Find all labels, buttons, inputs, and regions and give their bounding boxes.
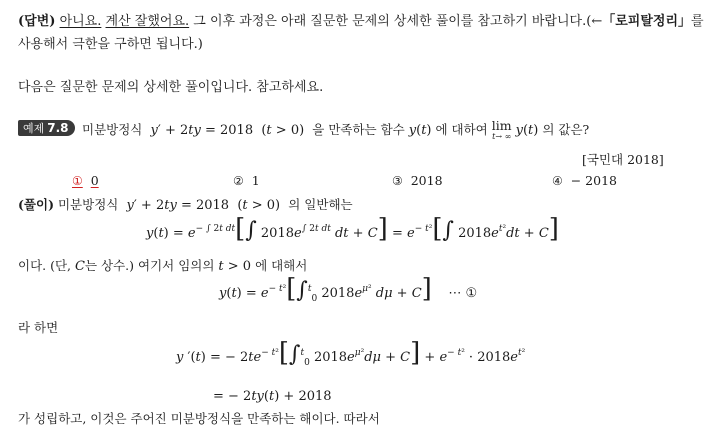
solution-ode: y′ + 2ty = 2018 (t > 0) [126, 198, 285, 213]
condition-t: t > 0 [218, 259, 252, 274]
answer-no: 아니요. [59, 14, 102, 29]
equation-general-solution: $y(t) = e^{- \int 2t dt}[\int$ $2018e^{\int 2t dt}$ dt + $C] = e^{- t^2}[\int$ $2018e^{t^2}dt + C$] [146, 214, 559, 244]
example-badge [18, 120, 75, 136]
choice-2-val: 1 [251, 173, 260, 188]
solution-line-3: 라 하면 [18, 320, 59, 335]
example-question [82, 120, 589, 141]
solution-line1-pre: 미분방정식 [57, 197, 119, 212]
question-function: y(t) [408, 123, 432, 138]
example-badge-prefix: 예제 [23, 122, 45, 135]
question-limit-arg: y(t) [515, 123, 539, 138]
answer-label: (답변) [18, 14, 56, 29]
choice-1-num: ① [72, 174, 83, 188]
choice-2-num: ② [233, 174, 244, 188]
question-mid: 을 만족하는 함수 [312, 122, 405, 137]
solution-line2-b: 는 상수.) 여기서 임의의 [84, 258, 215, 273]
answer-tail: 를 [691, 14, 704, 29]
solution-line1-post: 의 일반해는 [288, 197, 353, 212]
equation-ref-1: ⋯ ① [448, 286, 478, 301]
choice-3-val: 2018 [410, 173, 443, 188]
question-limit: lim t→ ∞ [491, 118, 512, 141]
choice-2[interactable] [233, 173, 260, 188]
question-ode: y′ + 2ty = 2018 (t > 0) [150, 123, 309, 138]
question-post: 의 값은? [542, 122, 590, 137]
solution-line-4: 가 성립하고, 이것은 주어진 미분방정식을 만족하는 해이다. 따라서 [18, 411, 380, 426]
choice-1-val: 0 [90, 173, 99, 188]
answer-calc-ok: 계산 잘했어요. [105, 14, 190, 29]
example-badge-number: 7.8 [47, 121, 69, 135]
question-mid2: 에 대하여 [435, 122, 488, 137]
question-pre: 미분방정식 [82, 122, 143, 137]
choice-4-val: − 2018 [570, 173, 617, 188]
answer-line-2: 사용해서 극한을 구하면 됩니다.) [18, 37, 203, 52]
choice-1[interactable] [72, 173, 99, 188]
equation-particular: $y(t) = e^{- t^2}[\int^t_0$ $2018e^{\mu^2}$ dμ + C] ⋯ ① [219, 274, 478, 304]
equation-result: = − 2ty(t) + 2018 [213, 389, 332, 404]
choice-3[interactable] [392, 173, 443, 188]
intro-text: 다음은 질문한 문제의 상세한 풀이입니다. 참고하세요. [18, 80, 324, 95]
answer-rest: 그 이후 과정은 아래 질문한 문제의 상세한 풀이를 참고하기 바랍니다.( [193, 14, 592, 29]
equation-derivative: y ′(t) = − $2te^{- t^2}[\int^t_0$ $2018e^{\mu^2}d\mu + C] + e^{- t^2} \cdot 2018e^{t^2}$ [176, 338, 526, 368]
solution-line2-c: 에 대해서 [255, 258, 308, 273]
constant-c: C [75, 259, 85, 274]
choice-4[interactable] [552, 173, 617, 188]
answer-line-1 [18, 10, 704, 29]
left-arrow-icon: ← [591, 14, 603, 29]
solution-line-2 [18, 256, 307, 274]
choice-4-num: ④ [552, 174, 563, 188]
answer-title: 「로피탈정리」 [602, 14, 692, 29]
solution-label: (풀이) [18, 197, 54, 212]
solution-line-1 [18, 195, 353, 213]
choice-3-num: ③ [392, 174, 403, 188]
source-label: [국민대 2018] [582, 152, 664, 167]
solution-line2-a: 이다. (단, [18, 258, 72, 273]
